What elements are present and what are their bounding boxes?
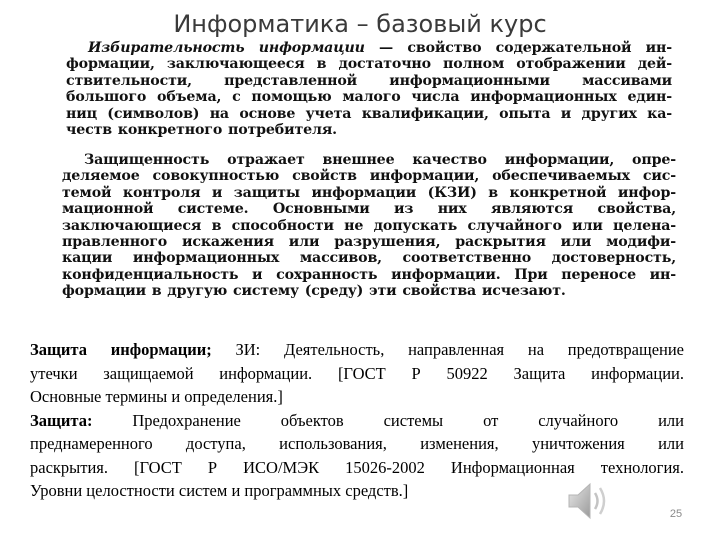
text-line: ниц (символов) на основе учета квалификации, опыта и других ка-: [66, 105, 672, 122]
term-dash: —: [364, 40, 394, 56]
term-selectivity: Избирательность информации: [88, 40, 365, 56]
text-line: заключающиеся в способности не допускать случайного или целена-: [62, 217, 676, 234]
text-line: Уровни целостности систем и программных средств.]: [30, 481, 409, 500]
text-line: формации, заключающееся в достаточно полном отображении дей-: [66, 56, 672, 73]
text-line: правленного искажения или разрушения, раскрытия или модифи-: [62, 233, 676, 250]
text-line: конфиденциальность и сохранность информации. При переносе ин-: [62, 266, 676, 283]
text-line: Защищенность отражает внешнее качество информации, опре-: [84, 152, 676, 168]
text-line: утечки защищаемой информации. [ГОСТ Р 50922 Защита информации.: [30, 363, 684, 383]
text-line: преднамеренного доступа, использования, изменения, уничтожения или: [30, 434, 684, 453]
slide-title: Информатика – базовый курс: [173, 10, 547, 38]
paragraph-security: [62, 152, 676, 300]
text-line: большого объема, с помощью малого числа информационных един-: [66, 89, 672, 106]
term-information-protection: Защита информации;: [30, 340, 212, 359]
paragraph-selectivity: [66, 40, 672, 138]
text-line: мационной системе. Основными из них являются свойства,: [62, 201, 676, 218]
text-line: Основные термины и определения.]: [30, 387, 283, 406]
text-line: деляемое совокупностью свойств информации, обеспечиваемых сис-: [62, 168, 676, 185]
text-line: формации в другую систему (среду) эти свойства исчезают.: [62, 283, 566, 300]
scanned-textbook-excerpt: [58, 40, 680, 322]
text-line: Защита информации; ЗИ: Деятельность, направленная на предотвращение: [30, 340, 684, 359]
text-line: кации информационных массивов, соответственно достоверность,: [62, 250, 676, 267]
term-protection: Защита:: [30, 410, 93, 430]
text-line: раскрытия. [ГОСТ Р ИСО/МЭК 15026-2002 Информационная технология.: [30, 457, 684, 477]
text-line: темой контроля и защиты информации (КЗИ) в конкретной инфор-: [62, 184, 676, 201]
text-line: честв конкретного потребителя.: [66, 121, 337, 138]
page-number: 25: [669, 508, 683, 520]
text-line: ствительности, представленной информационными массивами: [66, 72, 672, 89]
speaker-icon[interactable]: [563, 478, 613, 524]
text-line: Защита: Предохранение объектов системы от случайного или: [30, 410, 684, 430]
text-line: Избирательность информации — свойство содержательной ин-: [88, 40, 672, 56]
